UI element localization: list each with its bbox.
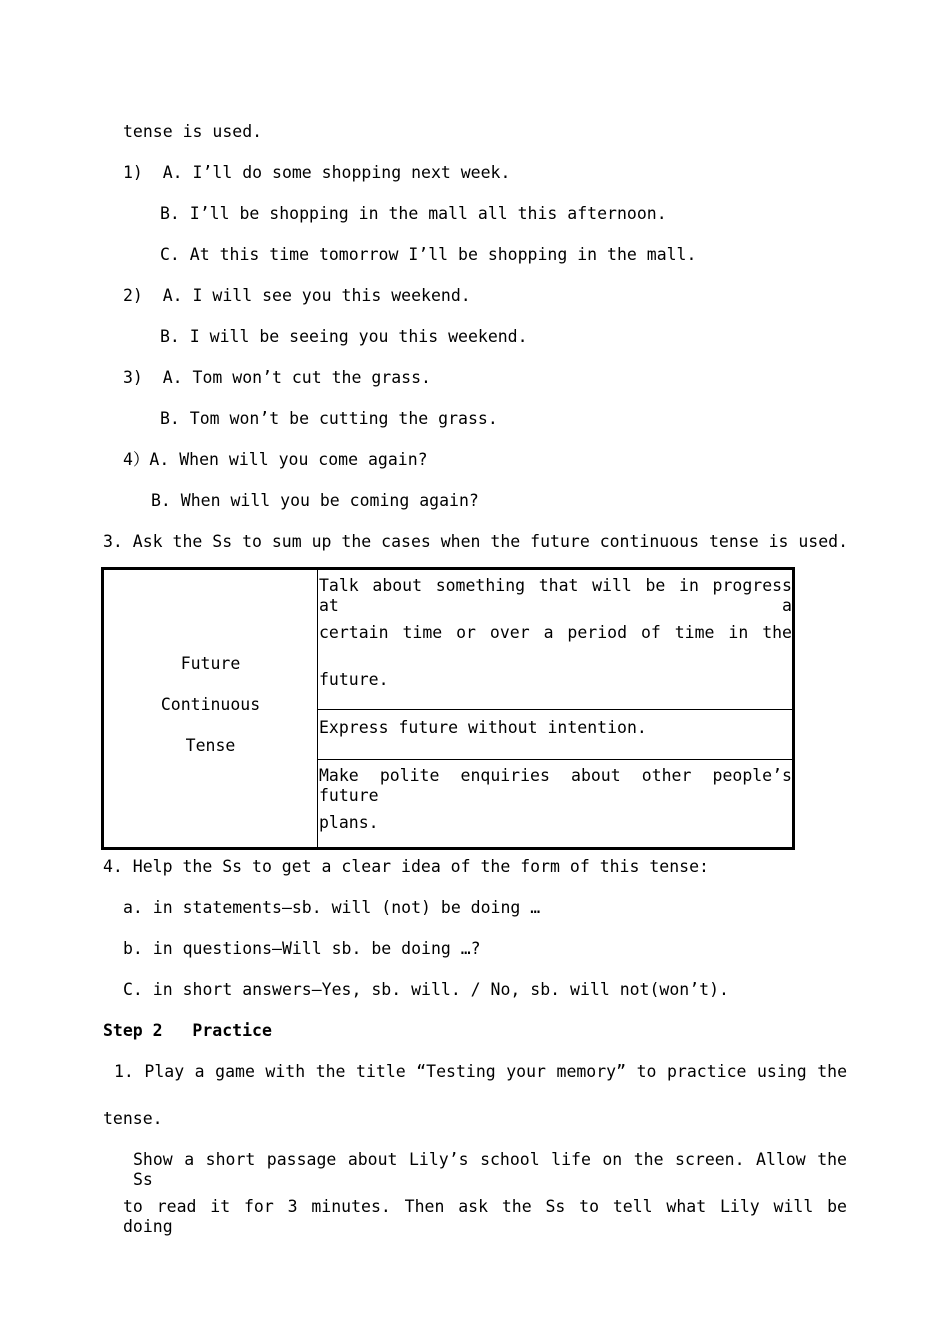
usage-3-line-2: plans. — [319, 813, 379, 832]
form-statements: a. in statements—sb. will (not) be doing … — [123, 898, 541, 917]
usage-3-line-1: Make polite enquiries about other people’s future — [319, 766, 792, 805]
example-3a: 3) A. Tom won’t cut the grass. — [123, 368, 431, 387]
row-header-line-3: Tense — [185, 736, 236, 755]
practice-passage-line-2: to read it for 3 minutes. Then ask the Ss to tell what Lily will be doing — [123, 1197, 847, 1236]
example-4b: B. When will you be coming again? — [151, 491, 479, 510]
example-2a: 2) A. I will see you this weekend. — [123, 286, 471, 305]
example-1c: C. At this time tomorrow I’ll be shopping in the mall. — [160, 245, 697, 264]
usage-1-line-3: future. — [319, 670, 389, 689]
practice-passage-line-1: Show a short passage about Lily’s school life on the screen. Allow the Ss — [133, 1150, 847, 1189]
instruction-3: 3. Ask the Ss to sum up the cases when the future continuous tense is used. — [103, 532, 849, 551]
table-cell-usage-1 — [318, 570, 792, 709]
instruction-4: 4. Help the Ss to get a clear idea of the form of this tense: — [103, 857, 709, 876]
usage-1-line-1: Talk about something that will be in progress at a — [319, 576, 792, 615]
step-2-heading: Step 2 Practice — [103, 1021, 272, 1040]
example-2b: B. I will be seeing you this weekend. — [160, 327, 528, 346]
practice-1-line-2: tense. — [103, 1109, 163, 1128]
form-questions: b. in questions—Will sb. be doing …? — [123, 939, 481, 958]
form-short-answers: C. in short answers—Yes, sb. will. / No, sb. will not(won’t). — [123, 980, 729, 999]
practice-1-line-1: 1. Play a game with the title “Testing your memory” to practice using the — [114, 1062, 847, 1081]
example-1a: 1) A. I’ll do some shopping next week. — [123, 163, 511, 182]
usage-1-line-2: certain time or over a period of time in the — [319, 623, 792, 642]
table-cell-usage-3 — [318, 760, 792, 850]
table-row-header — [104, 570, 318, 847]
usage-2-text: Express future without intention. — [319, 718, 647, 737]
example-3b: B. Tom won’t be cutting the grass. — [160, 409, 498, 428]
table-cell-usage-2 — [318, 710, 792, 759]
usage-table — [101, 567, 795, 850]
example-4a: 4）A. When will you come again? — [123, 450, 428, 469]
continued-sentence: tense is used. — [123, 122, 263, 141]
example-1b: B. I’ll be shopping in the mall all this afternoon. — [160, 204, 667, 223]
row-header-line-1: Future — [180, 654, 241, 673]
row-header-line-2: Continuous — [160, 695, 261, 714]
